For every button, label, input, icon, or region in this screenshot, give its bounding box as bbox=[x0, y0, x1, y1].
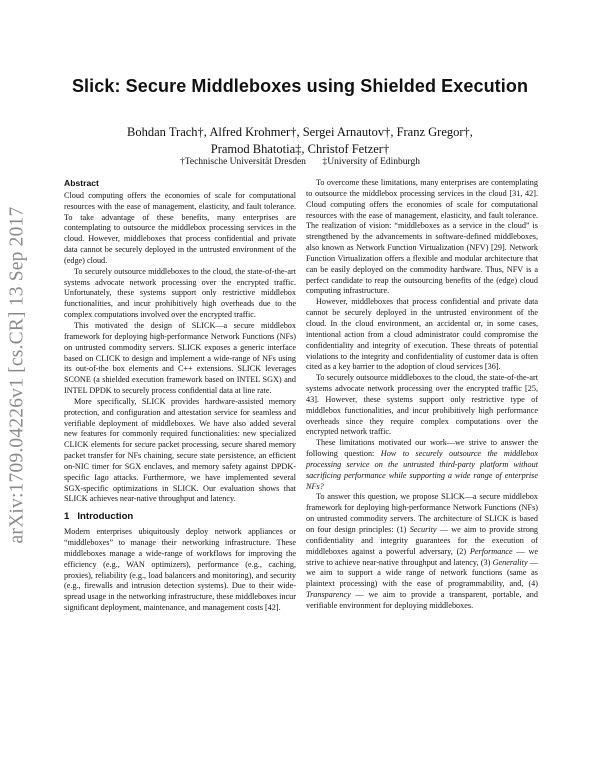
principle-text-performance: — we strive to achieve near-native throughput and latency, (3) bbox=[306, 546, 539, 567]
body-paragraph: However, middleboxes that process confidential and private data cannot be securely deployed in the untrusted environment of the cloud. In the cloud environment, an accidental or, in some cases, intentional action from a cloud administrator could compromise the confidentiality and integrity of execution. These threats of potential violations to the integrity and confidentiality of customer data is often cited as a key barrier to the adoption of cloud services [36]. bbox=[306, 297, 538, 372]
principle-text-transparency: — we aim to provide a transparent, portable, and verifiable environment for deploying middleboxes. bbox=[306, 590, 538, 610]
affiliations: †Technische Universität Dresden ‡University of Edinburgh bbox=[179, 157, 421, 167]
right-column bbox=[306, 178, 538, 612]
principle-text-generality: — we aim to support a wide range of network functions (same as plaintext processing) with the ease of programmability, and, (4) bbox=[306, 557, 539, 589]
authors-line-1: Bohdan Trach†, Alfred Krohmer†, Sergei Arnautov†, Franz Gregor†, bbox=[127, 125, 473, 139]
abstract-heading: Abstract bbox=[64, 178, 99, 188]
research-question-paragraph bbox=[306, 438, 538, 492]
principle-text-security: — we aim to provide strong confidentiality and integrity guarantees for the execution of middleboxes against a powerful adversary, (2) bbox=[306, 525, 539, 556]
question-lead-in: These limitations motivated our work—we strive to answer the following question: bbox=[306, 438, 538, 459]
principles-lead-in: To answer this question, we propose SLICK—a secure middlebox framework for deploying high-performance Network Functions (NFs) on untrusted commodity servers. The architecture of SLICK is based on four design principles: (1) bbox=[306, 492, 538, 534]
left-column bbox=[64, 178, 296, 614]
research-question: How to securely outsource the middlebox processing service on the untrusted third-party platform without sacrificing performance while supporting a wide range of enterprise NFs? bbox=[306, 449, 539, 491]
body-paragraph: To securely outsource middleboxes to the cloud, the state-of-the-art systems advocate network processing over the encrypted traffic [25, 43]. However, these systems support only restrictive type of middlebox functionalities, and incur prohibitively high performance overheads since they require complex computations over the encrypted network traffic. bbox=[306, 373, 538, 437]
abstract-paragraph: More specifically, SLICK provides hardware-assisted memory protection, and configuration and attestation service for seamless and verifiable deployment of middleboxes. We have also added several new features for commonly required functionalities: new specialized CLICK elements for secure packet processing, secure shared memory packet transfer for NFs chaining, secure state persistence, an efficient on-NIC timer for SGX enclaves, and memory safety against DPDK-specific Iago attacks. Furthermore, we have implemented several SGX-specific optimizations in SLICK. Our evaluation shows that SLICK achieves near-native throughput and latency. bbox=[64, 396, 296, 504]
abstract-paragraph: To securely outsource middleboxes to the cloud, the state-of-the-art systems advocate network processing over the encrypted traffic. Unfortunately, these systems support only restrictive middlebox functionalities, and incur prohibitively high overheads due to the complex computations involved over the encrypted traffic. bbox=[64, 266, 296, 320]
body-paragraph: To overcome these limitations, many enterprises are contemplating to outsource the middlebox processing services in the cloud [31, 42]. Cloud computing offers the economies of scale for computational resources with the ease of management, elasticity, and fault tolerance. The realization of vision: “middleboxes as a service in the cloud” is strengthened by the advancements in software-defined middleboxes, also known as Network Function Virtualization (NFV) [29]. Network Function Virtualization offers a flexible and modular architecture that can be easily deployed on the commodity hardware. Thus, NFV is a perfect candidate to reap the outsourcing benefits of the (edge) cloud computing infrastructure. bbox=[306, 178, 538, 296]
section-title: Introduction bbox=[77, 511, 134, 523]
abstract-paragraph: This motivated the design of SLICK—a secure middlebox framework for deploying high-performance Network Functions (NFs) on untrusted commodity servers. SLICK exposes a generic interface based on CLICK to design and implement a wide-range of NFs using its out-of-the box elements and C++ extensions. SLICK leverages SCONE (a shielded execution framework based on INTEL SGX) and INTEL DPDK to securely process confidential data at line rate. bbox=[64, 320, 296, 396]
introduction-paragraph: Modern enterprises ubiquitously deploy network appliances or “middleboxes” to manage their networking infrastructure. These middleboxes manage a wide-range of workflows for improving the efficiency (e.g., WAN optimizers), performance (e.g., caching, proxies), reliability (e.g., load balancers and monitoring), and security (e.g., firewalls and intrusion detection systems). Due to their wide-spread usage in the networking infrastructure, these middleboxes incur significant deployment, maintenance, and management costs [42]. bbox=[64, 527, 296, 613]
design-principles-paragraph bbox=[306, 492, 538, 611]
arxiv-identifier-stamp bbox=[2, 195, 32, 555]
introduction-heading bbox=[64, 512, 296, 523]
principle-term-transparency: Transparency bbox=[306, 590, 351, 600]
paper-title: Slick: Secure Middleboxes using Shielded Execution bbox=[71, 76, 529, 96]
principle-term-performance: Performance bbox=[469, 546, 513, 556]
authors-line-2: Pramod Bhatotia‡, Christof Fetzer† bbox=[210, 142, 390, 156]
arxiv-identifier: arXiv:1709.04226v1 [cs.CR] 13 Sep 2017 bbox=[6, 206, 28, 544]
abstract-paragraph: Cloud computing offers the economies of scale for computational resources with the ease of management, elasticity, and fault tolerance. To take advantage of these benefits, many enterprises are contemplating to outsource the middlebox processing services in the cloud. However, middleboxes that process confidential and private data cannot be securely deployed in the untrusted environment of the (edge) cloud. bbox=[64, 190, 296, 265]
principle-term-security: Security bbox=[409, 525, 437, 534]
principle-term-generality: Generality bbox=[492, 557, 528, 567]
author-list bbox=[60, 124, 540, 158]
section-number: 1 bbox=[64, 511, 70, 523]
